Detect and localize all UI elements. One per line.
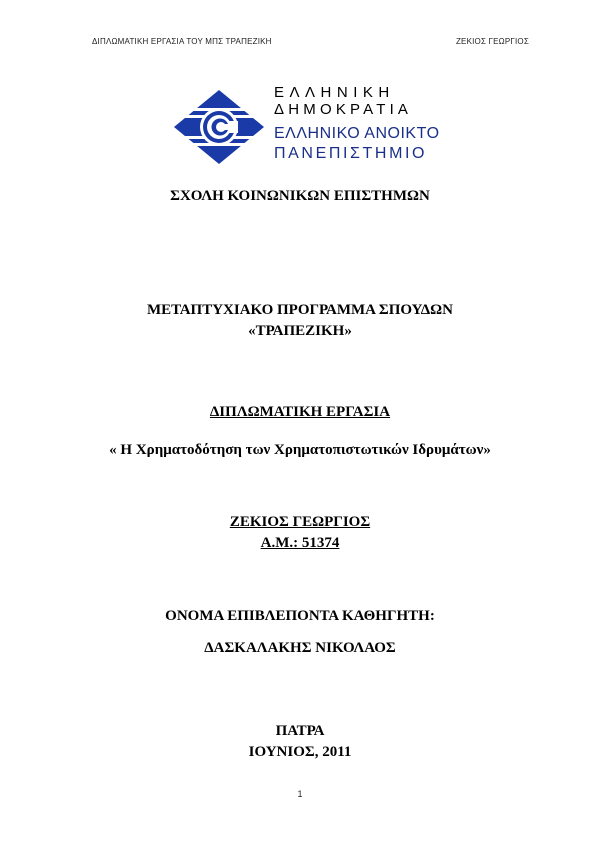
- running-header-left: ΔΙΠΛΩΜΑΤΙΚΗ ΕΡΓΑΣΙΑ ΤΟΥ ΜΠΣ ΤΡΑΠΕΖΙΚΗ: [92, 37, 272, 46]
- logo-line-university: ΠΑΝΕΠΙΣΤΗΜΙΟ: [274, 145, 428, 162]
- school-name: ΣΧΟΛΗ ΚΟΙΝΩΝΙΚΩΝ ΕΠΙΣΤΗΜΩΝ: [170, 188, 430, 204]
- logo-line-hellenic: ΕΛΛΗΝΙΚΗ: [274, 84, 395, 101]
- supervisor-label: ΟΝΟΜΑ ΕΠΙΒΛΕΠΟΝΤΑ ΚΑΘΗΓΗΤΗ:: [165, 608, 435, 624]
- running-header-right: ΖΕΚΙΟΣ ΓΕΩΡΓΙΟΣ: [455, 37, 529, 46]
- logo-line-republic: ΔΗΜΟΚΡΑΤΙΑ: [274, 101, 413, 118]
- author-name: ΖΕΚΙΟΣ ΓΕΩΡΓΙΟΣ: [229, 514, 371, 530]
- eap-emblem-icon: [172, 88, 266, 166]
- document-type: ΔΙΠΛΩΜΑΤΙΚΗ ΕΡΓΑΣΙΑ: [209, 404, 391, 420]
- student-id: Α.Μ.: 51374: [260, 535, 340, 551]
- logo-line-open: ΕΛΛΗΝΙΚΟ ΑΝΟΙΚΤΟ: [274, 125, 440, 142]
- university-logo: [172, 82, 442, 174]
- thesis-title: « Η Χρηματοδότηση των Χρηματοπιστωτικών Ιδρυμάτων»: [109, 442, 491, 458]
- page-number: 1: [297, 789, 303, 799]
- program-subtitle: «ΤΡΑΠΕΖΙΚΗ»: [248, 323, 352, 339]
- date: ΙΟΥΝΙΟΣ, 2011: [248, 744, 352, 760]
- supervisor-name: ΔΑΣΚΑΛΑΚΗΣ ΝΙΚΟΛΑΟΣ: [204, 640, 396, 656]
- program-title: ΜΕΤΑΠΤΥΧΙΑΚΟ ΠΡΟΓΡΑΜΜΑ ΣΠΟΥΔΩΝ: [147, 302, 453, 318]
- place: ΠΑΤΡΑ: [275, 723, 325, 739]
